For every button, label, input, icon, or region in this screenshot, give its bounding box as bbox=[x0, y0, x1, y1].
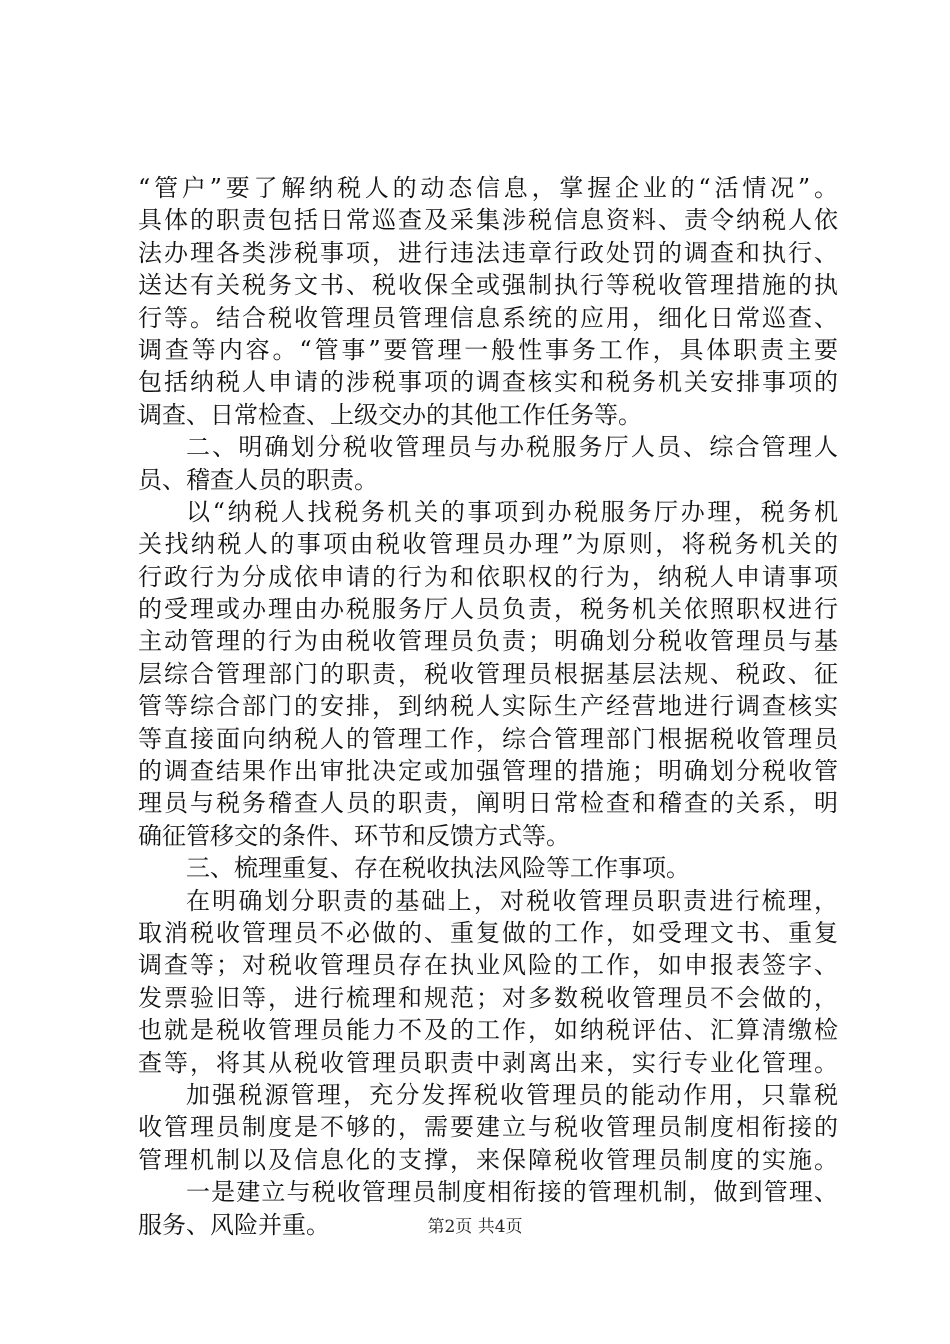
text-line: 的调查结果作出审批决定或加强管理的措施；明确划分税收管 bbox=[138, 757, 838, 786]
text-line: 主动管理的行为由税收管理员负责；明确划分税收管理员与基 bbox=[138, 627, 838, 656]
text-line: 收管理员制度是不够的，需要建立与税收管理员制度相衔接的 bbox=[138, 1113, 838, 1142]
text-line: 查等，将其从税收管理员职责中剥离出来，实行专业化管理。 bbox=[138, 1048, 838, 1077]
text-line: 管等综合部门的安排，到纳税人实际生产经营地进行调查核实 bbox=[138, 692, 838, 721]
text-line: 理员与税务稽查人员的职责，阐明日常检查和稽查的关系，明 bbox=[138, 789, 838, 818]
text-line: 的受理或办理由办税服务厅人员负责，税务机关依照职权进行 bbox=[138, 595, 838, 624]
text-line: 行等。结合税收管理员管理信息系统的应用，细化日常巡查、 bbox=[138, 303, 838, 332]
section-heading-line: 三、梳理重复、存在税收执法风险等工作事项。 bbox=[186, 854, 690, 883]
text-line: 等直接面向纳税人的管理工作，综合管理部门根据税收管理员 bbox=[138, 724, 838, 753]
text-line: 取消税收管理员不必做的、重复做的工作，如受理文书、重复 bbox=[138, 918, 838, 947]
text-line: 法办理各类涉税事项，进行违法违章行政处罚的调查和执行、 bbox=[138, 238, 838, 267]
text-line: 具体的职责包括日常巡查及采集涉税信息资料、责令纳税人依 bbox=[138, 206, 838, 235]
text-line: 包括纳税人申请的涉税事项的调查核实和税务机关安排事项的 bbox=[138, 368, 838, 397]
text-line: 也就是税收管理员能力不及的工作，如纳税评估、汇算清缴检 bbox=[138, 1016, 838, 1045]
text-line: 以“纳税人找税务机关的事项到办税服务厅办理，税务机 bbox=[186, 497, 838, 526]
text-line: 送达有关税务文书、税收保全或强制执行等税收管理措施的执 bbox=[138, 271, 838, 300]
text-line: 关找纳税人的事项由税收管理员办理”为原则，将税务机关的 bbox=[138, 530, 838, 559]
text-line: 服务、风险并重。 bbox=[138, 1210, 330, 1239]
text-line: 调查等；对税收管理员存在执业风险的工作，如申报表签字、 bbox=[138, 951, 838, 980]
section-heading-line: 二、明确划分税收管理员与办税服务厅人员、综合管理人 bbox=[186, 433, 838, 462]
text-line: 行政行为分成依申请的行为和依职权的行为，纳税人申请事项 bbox=[138, 562, 838, 591]
section-heading-line: 员、稽查人员的职责。 bbox=[138, 465, 378, 494]
text-line: 确征管移交的条件、环节和反馈方式等。 bbox=[138, 821, 570, 850]
text-line: 加强税源管理，充分发挥税收管理员的能动作用，只靠税 bbox=[186, 1080, 838, 1109]
text-line: 层综合管理部门的职责，税收管理员根据基层法规、税政、征 bbox=[138, 659, 838, 688]
page-number-footer: 第2页 共4页 bbox=[427, 1217, 523, 1237]
text-line: 在明确划分职责的基础上，对税收管理员职责进行梳理， bbox=[186, 886, 838, 915]
text-line: 发票验旧等，进行梳理和规范；对多数税收管理员不会做的， bbox=[138, 983, 838, 1012]
body-text bbox=[138, 172, 838, 1241]
text-line: 管理机制以及信息化的支撑，来保障税收管理员制度的实施。 bbox=[138, 1145, 838, 1174]
text-line: “管户”要了解纳税人的动态信息，掌握企业的“活情况”。 bbox=[138, 174, 838, 202]
text-line: 调查等内容。“管事”要管理一般性事务工作，具体职责主要 bbox=[138, 335, 838, 364]
text-line: 调查、日常检查、上级交办的其他工作任务等。 bbox=[138, 400, 642, 429]
text-line: 一是建立与税收管理员制度相衔接的管理机制，做到管理、 bbox=[186, 1178, 838, 1207]
